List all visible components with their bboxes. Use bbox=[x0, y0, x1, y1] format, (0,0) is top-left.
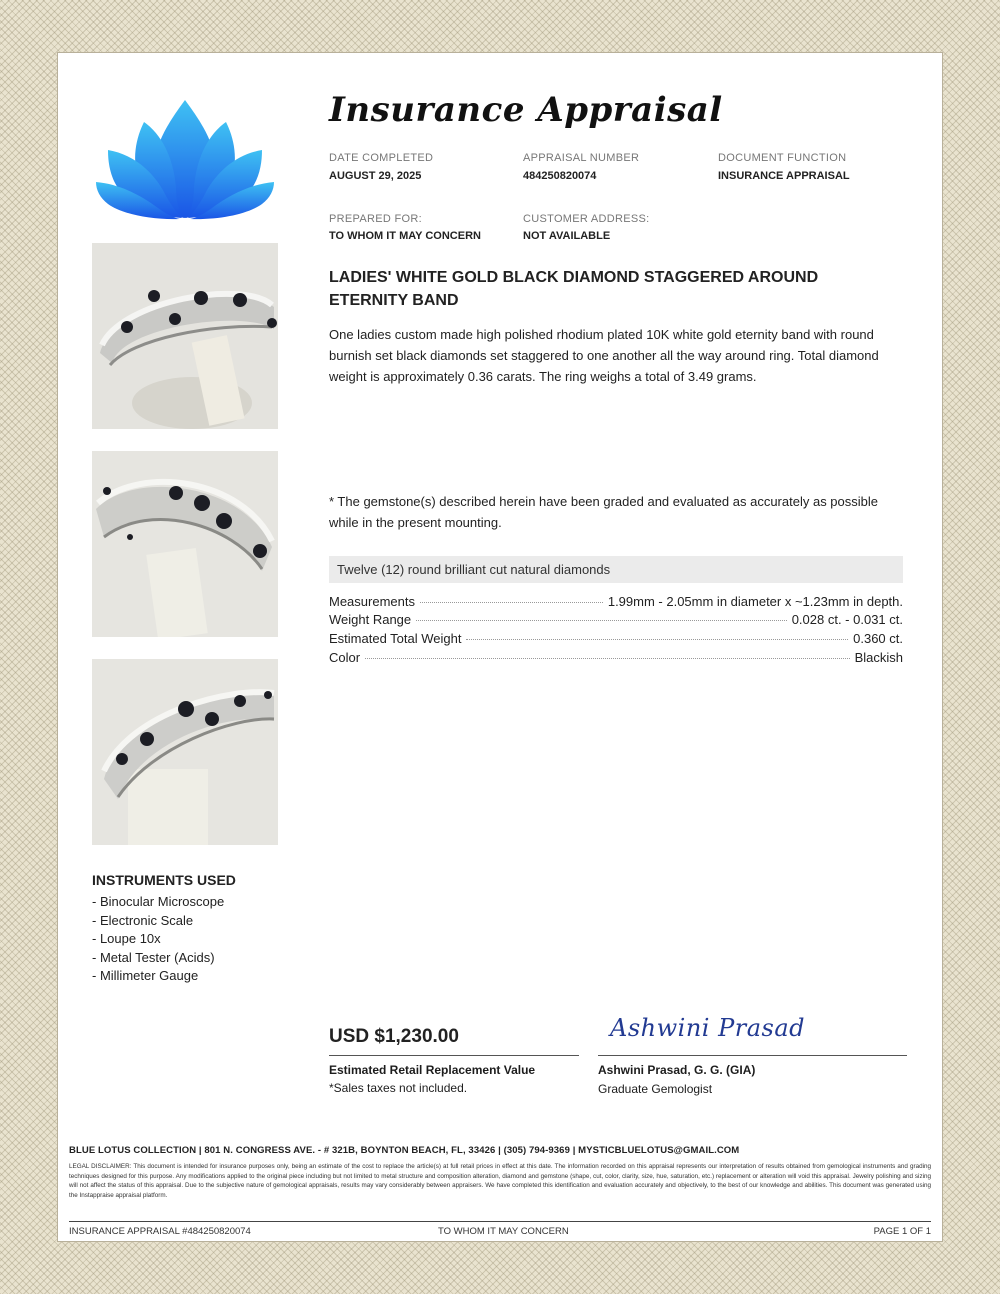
appraiser-name: Ashwini Prasad, G. G. (GIA) bbox=[598, 1063, 756, 1077]
lotus-logo bbox=[92, 92, 278, 220]
leader-dots bbox=[416, 620, 787, 621]
footer-divider bbox=[69, 1221, 931, 1222]
item-description: One ladies custom made high polished rhodium plated 10K white gold eternity band with round burnish set black diamonds set staggered to one another all the way around ring. Total diamond weight is approximately 0.36 carats. The ring weighs a total of 3.49 grams. bbox=[329, 327, 879, 384]
ring-photo-2 bbox=[92, 451, 278, 637]
stone-summary: Twelve (12) round brilliant cut natural diamonds bbox=[329, 556, 903, 583]
appraisal-number-label: APPRAISAL NUMBER bbox=[523, 152, 640, 164]
prepared-for-label: PREPARED FOR: bbox=[329, 213, 422, 225]
leader-dots bbox=[420, 602, 603, 603]
ring-photo-3 bbox=[92, 659, 278, 845]
signature-line bbox=[598, 1055, 907, 1056]
spec-label: Weight Range bbox=[329, 612, 412, 627]
leader-dots bbox=[365, 658, 850, 659]
footer-recipient: TO WHOM IT MAY CONCERN bbox=[438, 1226, 569, 1237]
spec-label: Estimated Total Weight bbox=[329, 631, 462, 646]
appraisal-number-value: 484250820074 bbox=[523, 170, 597, 182]
gemstone-note: * The gemstone(s) described herein have been graded and evaluated as accurately as possible while in the present mounting. bbox=[329, 494, 878, 530]
appraiser-title: Graduate Gemologist bbox=[598, 1082, 713, 1096]
instruments-list bbox=[92, 893, 224, 986]
footer-appraisal-ref: INSURANCE APPRAISAL #484250820074 bbox=[69, 1226, 251, 1237]
customer-address-label: CUSTOMER ADDRESS: bbox=[523, 213, 650, 225]
document-function-label: DOCUMENT FUNCTION bbox=[718, 152, 847, 164]
price-underline bbox=[329, 1055, 579, 1056]
spec-row bbox=[329, 650, 903, 668]
spec-row bbox=[329, 594, 903, 612]
instrument-item: - Loupe 10x bbox=[92, 931, 161, 947]
spec-label: Measurements bbox=[329, 594, 415, 609]
spec-label: Color bbox=[329, 650, 361, 665]
appraiser-signature: Ashwini Prasad bbox=[610, 1014, 806, 1042]
instrument-item: - Metal Tester (Acids) bbox=[92, 949, 215, 965]
instrument-item: - Electronic Scale bbox=[92, 912, 194, 928]
company-info: BLUE LOTUS COLLECTION | 801 N. CONGRESS AVE. - # 321B, BOYNTON BEACH, FL, 33426 | (305) 794-9369 | MYSTICBLUELOTUS@GMAIL.COM bbox=[69, 1145, 740, 1156]
date-completed-value: AUGUST 29, 2025 bbox=[329, 170, 422, 182]
tax-note: *Sales taxes not included. bbox=[329, 1081, 468, 1095]
instrument-item: - Millimeter Gauge bbox=[92, 968, 199, 984]
instruments-title: INSTRUMENTS USED bbox=[92, 872, 236, 888]
date-completed-label: DATE COMPLETED bbox=[329, 152, 434, 164]
price-label: Estimated Retail Replacement Value bbox=[329, 1063, 536, 1077]
replacement-price: USD $1,230.00 bbox=[329, 1026, 459, 1047]
spec-row bbox=[329, 612, 903, 630]
leader-dots bbox=[466, 639, 848, 640]
customer-address-value: NOT AVAILABLE bbox=[523, 230, 611, 242]
document-function-value: INSURANCE APPRAISAL bbox=[718, 170, 850, 182]
spec-value: Blackish bbox=[854, 650, 903, 665]
legal-disclaimer: LEGAL DISCLAIMER: This document is intended for insurance purposes only, being an estimate of the cost to replace the article(s) at full retail prices in effect at this date. The information recorded on this appraisal represents our interpretation of results obtained from gemological instruments and grading techniques designed for this purpose. Any modifications applied to the original piece including but not limited to metal structure and composition alteration, diamond and gemstone (shape, cut, color, clarity, size, hue, saturation, etc.) replacement or alteration will void this appraisal. Jewelry polishing and sizing will not affect the status of this appraisal. Due to the subjective nature of gemological appraisals, results may vary considerably between appraisers. We have completed this identification and evaluation accurately and objectively, to the best of our knowledge and abilities. This document was generated using the Instappraise appraisal platform. bbox=[69, 1163, 931, 1199]
document-title: Insurance Appraisal bbox=[329, 90, 723, 130]
instrument-item: - Binocular Microscope bbox=[92, 894, 225, 909]
prepared-for-value: TO WHOM IT MAY CONCERN bbox=[329, 230, 481, 242]
spec-row bbox=[329, 631, 903, 649]
spec-value: 0.360 ct. bbox=[853, 631, 903, 646]
spec-value: 0.028 ct. - 0.031 ct. bbox=[791, 612, 903, 627]
page-number: PAGE 1 OF 1 bbox=[873, 1226, 931, 1237]
spec-value: 1.99mm - 2.05mm in diameter x ~1.23mm in depth. bbox=[607, 594, 903, 609]
item-heading: LADIES' WHITE GOLD BLACK DIAMOND STAGGERED AROUND ETERNITY BAND bbox=[329, 269, 819, 309]
ring-photo-1 bbox=[92, 243, 278, 429]
